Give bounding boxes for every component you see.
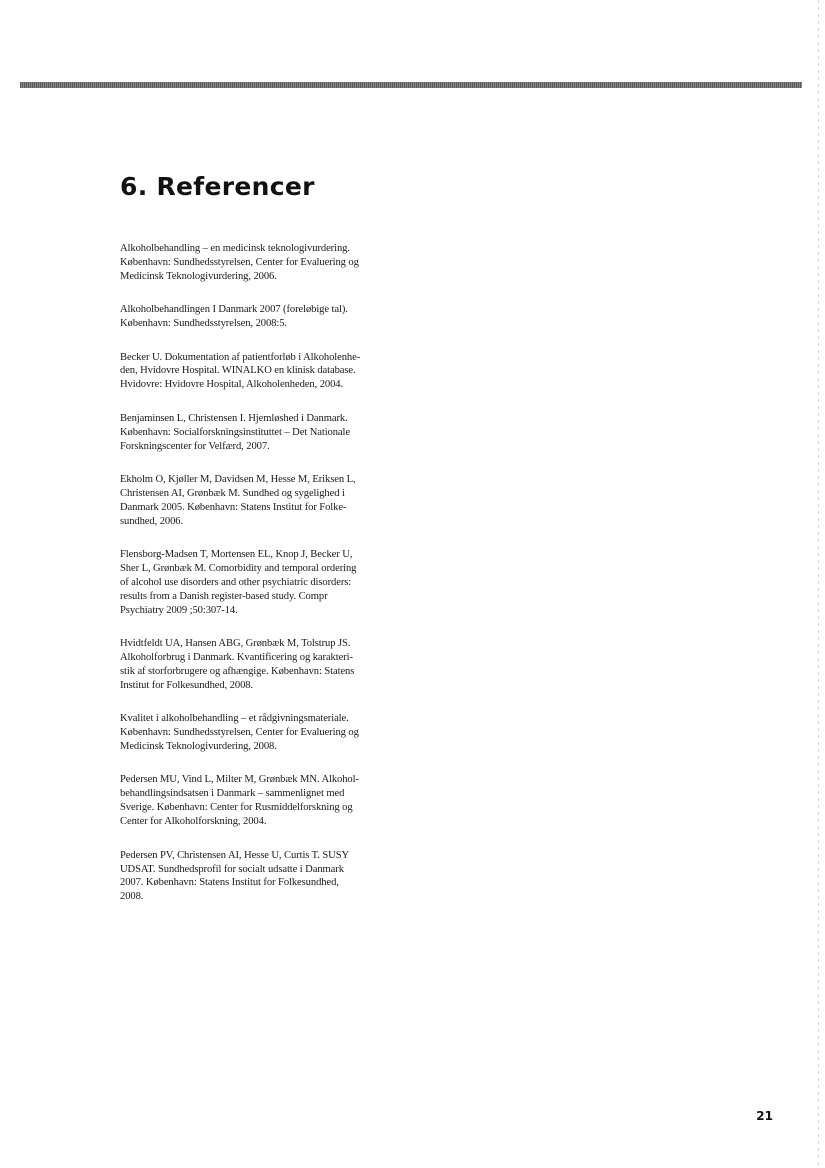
reference-entry (120, 849, 410, 905)
reference-text-line: København: Sundhedsstyrelsen, 2008:5. (120, 318, 287, 330)
reference-text-line: den, Hvidovre Hospital. WINALKO en klinisk database. (120, 365, 356, 377)
reference-text-line: 2007. København: Statens Institut for Folkesundhed, (120, 877, 339, 889)
reference-text-line: Flensborg-Madsen T, Mortensen EL, Knop J, Becker U, (120, 549, 353, 561)
reference-text-line: Medicinsk Teknologivurdering, 2006. (120, 270, 277, 282)
reference-text-line: Sverige. København: Center for Rusmiddelforskning og (120, 802, 353, 814)
reference-text-line: Kvalitet i alkoholbehandling – et rådgivningsmateriale. (120, 713, 349, 725)
reference-text-line: Danmark 2005. København: Statens Institut for Folke- (120, 501, 347, 513)
reference-text-line: 2008. (120, 891, 144, 903)
reference-text-line: Psychiatry 2009 ;50:307-14. (120, 604, 238, 616)
reference-entry (120, 712, 410, 754)
reference-entry (120, 637, 410, 693)
reference-text-line: København: Socialforskningsinstituttet – Det Nationale (120, 426, 350, 438)
reference-text-line: København: Sundhedsstyrelsen, Center for Evaluering og (120, 256, 359, 268)
reference-entry (120, 773, 410, 829)
reference-text-line: Alkoholforbrug i Danmark. Kvantificering og karakteri- (120, 652, 353, 664)
reference-text-line: stik af storforbrugere og afhængige. København: Statens (120, 665, 355, 677)
reference-text-line: sundhed, 2006. (120, 515, 184, 527)
reference-entry (120, 548, 410, 618)
reference-text-line: of alcohol use disorders and other psychiatric disorders: (120, 576, 352, 588)
reference-entry (120, 242, 410, 284)
page-edge-line (818, 0, 819, 1168)
reference-text-line: Sher L, Grønbæk M. Comorbidity and temporal ordering (120, 563, 357, 574)
reference-text-line: Becker U. Dokumentation af patientforløb i Alkoholenhe- (120, 351, 361, 363)
reference-text-line: Alkoholbehandlingen I Danmark 2007 (foreløbige tal). (120, 304, 348, 316)
reference-entry (120, 303, 410, 331)
reference-text-line: behandlingsindsatsen i Danmark – sammenlignet med (120, 788, 345, 800)
reference-text-line: Center for Alkoholforskning, 2004. (120, 816, 267, 828)
reference-text-line: København: Sundhedsstyrelsen, Center for Evaluering og (120, 727, 359, 739)
reference-entry (120, 351, 410, 393)
reference-text-line: Alkoholbehandling – en medicinsk teknologivurdering. (120, 243, 350, 254)
reference-text-line: Hvidtfeldt UA, Hansen ABG, Grønbæk M, Tolstrup JS. (120, 638, 351, 650)
reference-text-line: Institut for Folkesundhed, 2008. (120, 679, 254, 691)
reference-text-line: results from a Danish register-based study. Compr (120, 590, 328, 602)
reference-text-line: Pedersen PV, Christensen AI, Hesse U, Curtis T. SUSY (120, 849, 350, 861)
reference-entry (120, 473, 410, 529)
reference-text-line: Medicinsk Teknologivurdering, 2008. (120, 741, 277, 753)
reference-list (120, 242, 410, 924)
reference-text-line: Pedersen MU, Vind L, Milter M, Grønbæk MN. Alkohol- (120, 774, 359, 786)
reference-text-line: Hvidovre: Hvidovre Hospital, Alkoholenheden, 2004. (120, 379, 344, 391)
reference-text-line: Benjaminsen L, Christensen I. Hjemløshed i Danmark. (120, 412, 348, 424)
reference-text-line: Ekholm O, Kjøller M, Davidsen M, Hesse M, Eriksen L, (120, 473, 356, 485)
section-title: 6. Referencer (120, 172, 315, 201)
header-rule (20, 82, 802, 88)
reference-entry (120, 412, 410, 454)
reference-text-line: UDSAT. Sundhedsprofil for socialt udsatte i Danmark (120, 863, 344, 875)
page-number: 21 (756, 1109, 773, 1123)
reference-text-line: Christensen AI, Grønbæk M. Sundhed og sygelighed i (120, 487, 345, 499)
reference-text-line: Forskningscenter for Velfærd, 2007. (120, 440, 270, 452)
